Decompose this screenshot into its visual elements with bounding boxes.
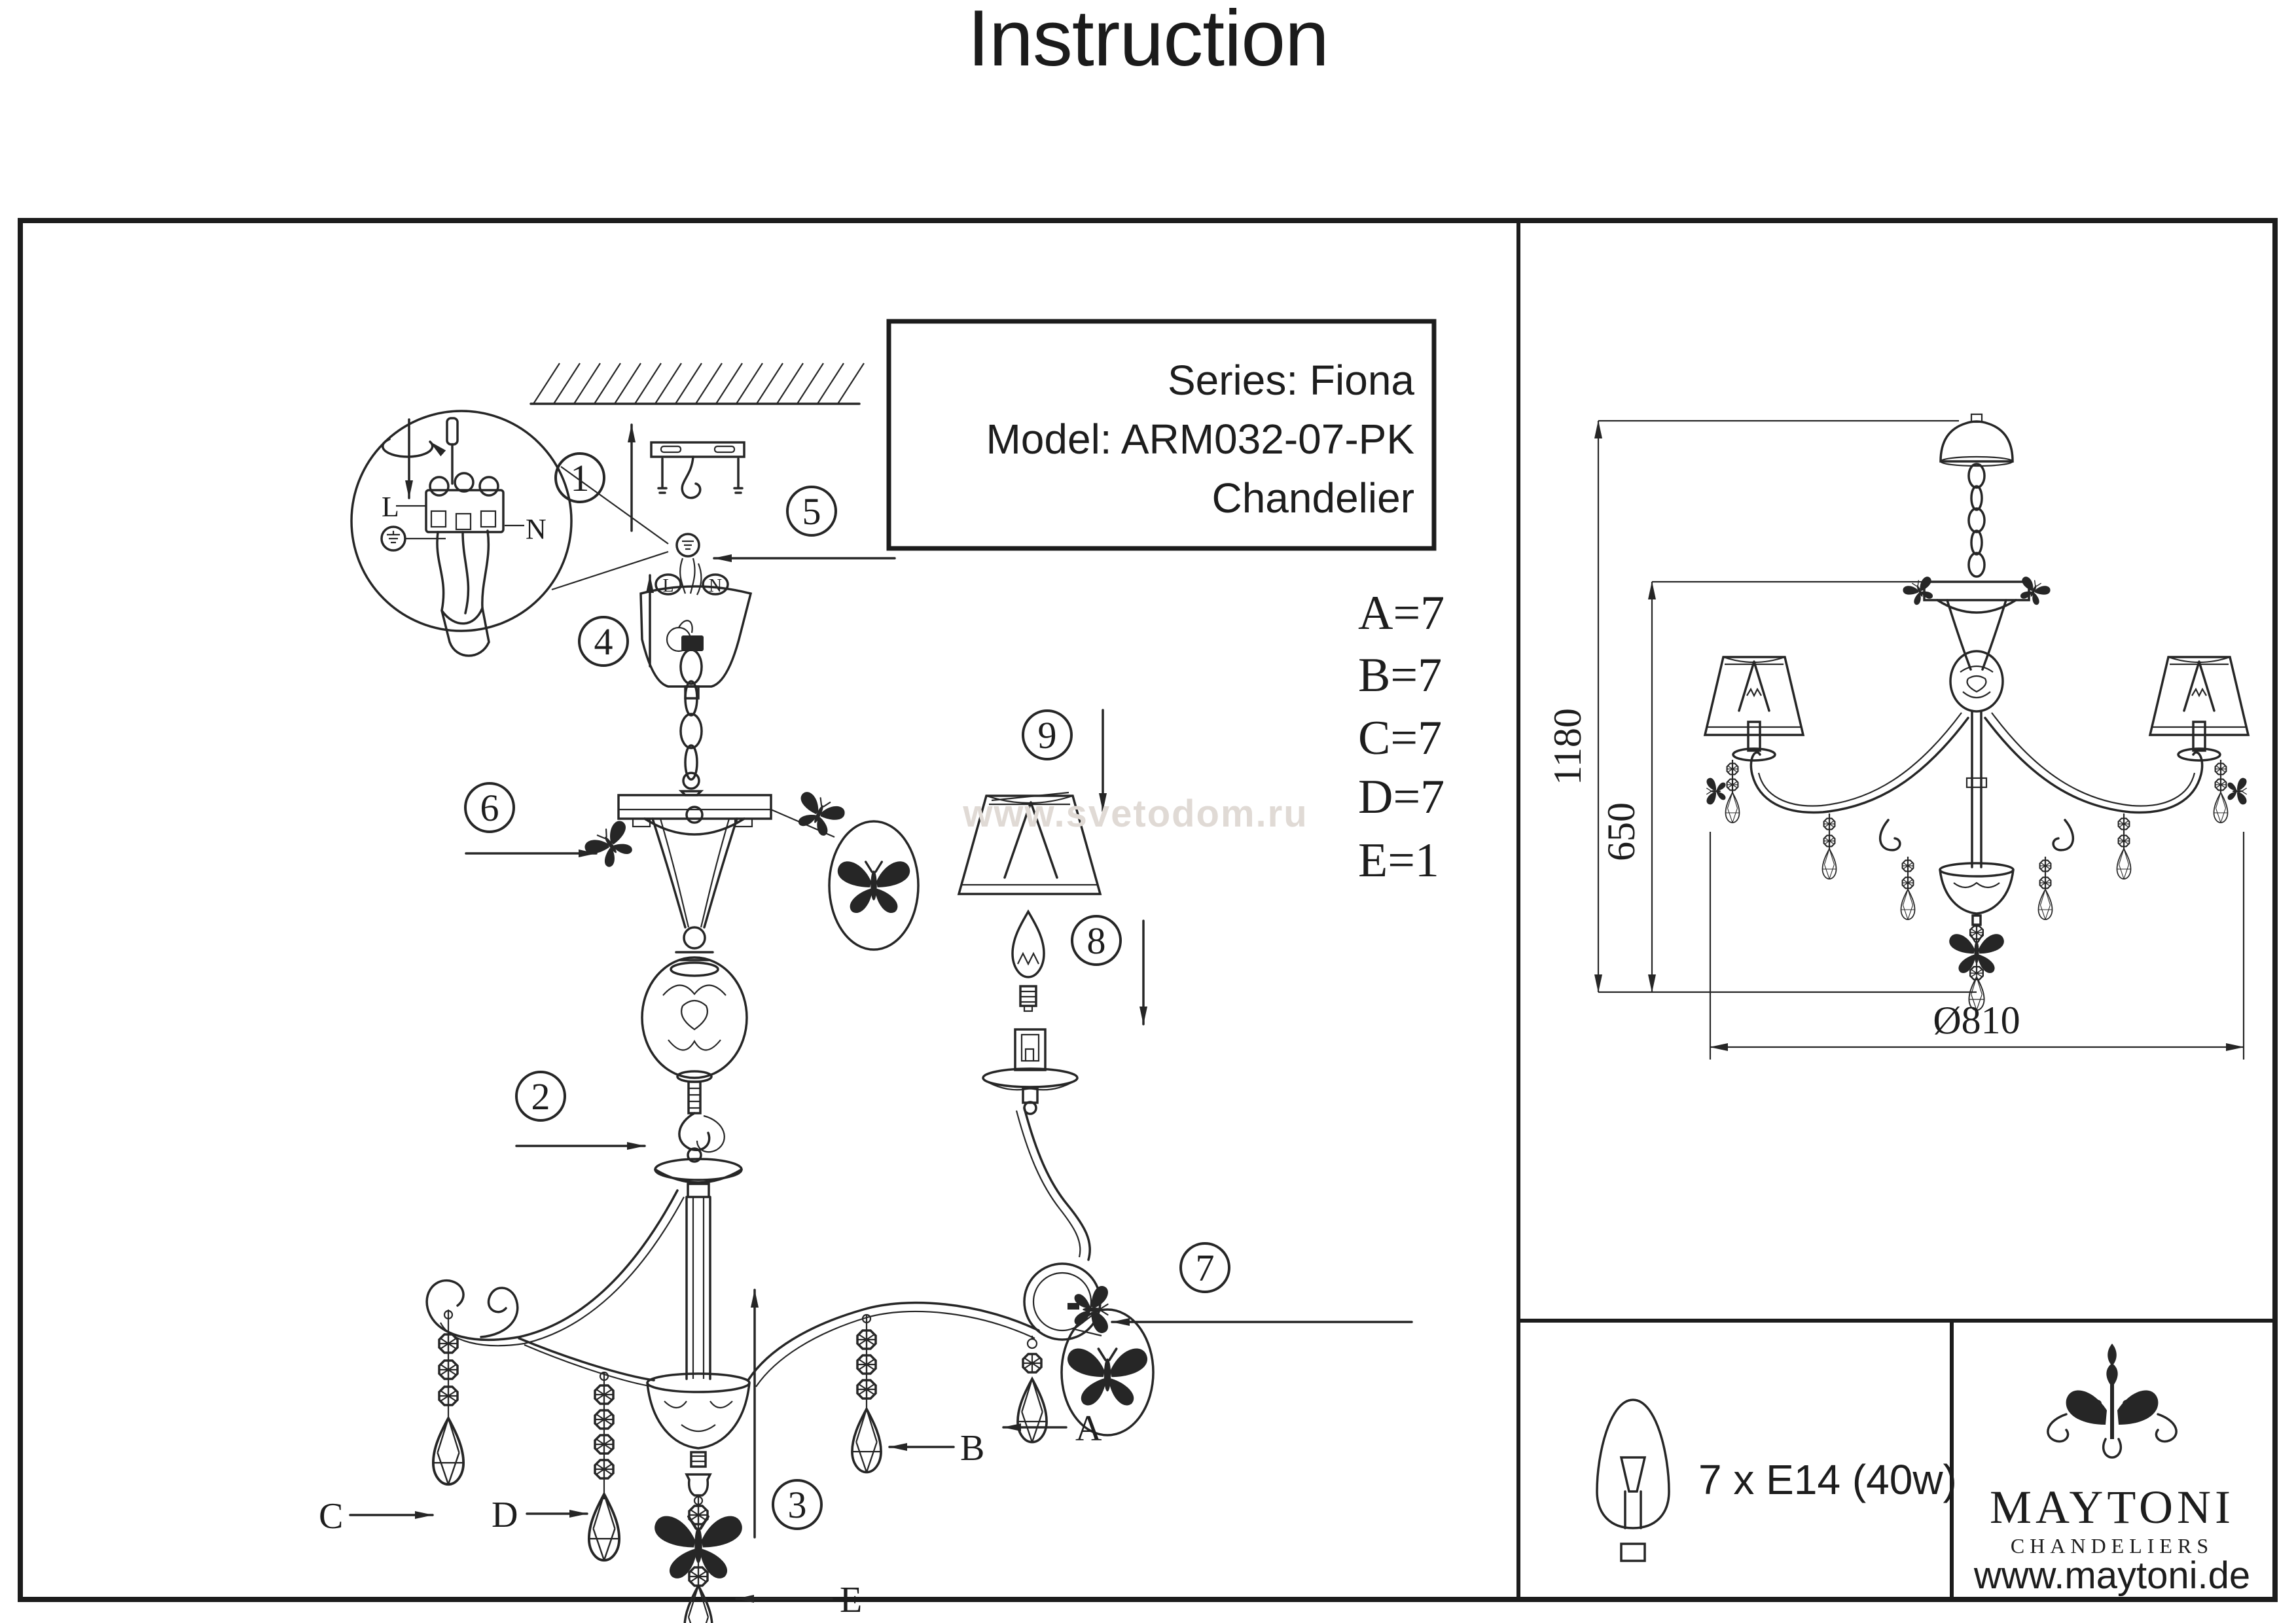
pendant-d (589, 1372, 619, 1560)
parts-count-c: C=7 (1358, 711, 1443, 765)
mounting-bracket (651, 442, 744, 498)
left-candle (1705, 657, 1803, 760)
parts-count-b: B=7 (1358, 649, 1443, 702)
wires (437, 531, 488, 613)
part-label-e (736, 1580, 862, 1620)
callout-1-number: 1 (570, 457, 590, 499)
part-label-d (492, 1495, 587, 1535)
info-model: Model: ARM032-07-PK (986, 416, 1414, 463)
dimension-lines (1546, 421, 2244, 1060)
brand-cell (1973, 1344, 2250, 1597)
center-body (642, 819, 747, 1162)
inner-scroll-right (2053, 820, 2073, 850)
center-column (647, 1159, 749, 1467)
screwdriver-icon (447, 418, 457, 484)
dim-body-height: 650 (1600, 802, 1643, 861)
canopy-label-neutral: N (708, 576, 723, 596)
butterfly-detail-bubble (829, 821, 918, 950)
callout-7-number: 7 (1195, 1247, 1215, 1289)
rotate-arrow-icon (383, 419, 433, 498)
inner-scroll-left (1880, 820, 1900, 850)
exploded-view (319, 321, 1444, 1623)
callout-9-number: 9 (1037, 714, 1057, 757)
label-live: L (382, 491, 399, 523)
callout-6-number: 6 (480, 787, 499, 829)
callout-2-number: 2 (531, 1075, 550, 1118)
brand-name: MAYTONI (1989, 1481, 2235, 1533)
diagram-canvas (23, 223, 2272, 1620)
watermark: www.svetodom.ru (963, 793, 1308, 835)
callout-1 (556, 425, 632, 531)
brand-tagline: CHANDELIERS (2010, 1534, 2214, 1558)
dim-total-height: 1180 (1546, 708, 1589, 785)
center-pendant (655, 1474, 742, 1623)
part-label-c-text: C (319, 1496, 344, 1537)
maytoni-ornament-icon (2048, 1344, 2176, 1457)
callout-6 (465, 783, 596, 853)
bulb-icon (1597, 1400, 1669, 1561)
pendant-a (1018, 1336, 1047, 1442)
callout-8-number: 8 (1086, 919, 1106, 962)
info-box (889, 321, 1434, 548)
info-type: Chandelier (1211, 474, 1414, 522)
label-neutral: N (526, 513, 547, 545)
callout-5-number: 5 (802, 490, 821, 533)
callout-3-number: 3 (787, 1484, 807, 1526)
dim-diameter: Ø810 (1933, 999, 2020, 1042)
socket-exploded (983, 1029, 1077, 1114)
part-label-c (319, 1496, 433, 1537)
part-label-e-text: E (840, 1580, 863, 1620)
callout-5 (714, 487, 895, 558)
pendant-b (852, 1315, 881, 1472)
frame-dividers (1518, 223, 2272, 1597)
brand-website: www.maytoni.de (1973, 1554, 2251, 1597)
bulb-spec-text: 7 x E14 (40w) (1698, 1456, 1957, 1503)
left-arm (427, 1190, 684, 1387)
main-frame (18, 218, 2278, 1620)
page-title: Instruction (967, 0, 1329, 82)
ceiling-hatch (531, 363, 864, 404)
info-series: Series: Fiona (1167, 357, 1414, 404)
part-label-b-text: B (960, 1428, 985, 1469)
right-arm (748, 1108, 1108, 1387)
dimension-view-pendants (1706, 760, 2246, 919)
candle-bulb-exploded (1013, 912, 1044, 1011)
part-label-d-text: D (492, 1495, 518, 1535)
terminal-block (426, 473, 503, 532)
part-label-a-text: A (1075, 1408, 1102, 1449)
canopy-label-live: L (662, 576, 674, 596)
parts-count-list (1358, 586, 1444, 887)
parts-count-d: D=7 (1358, 770, 1445, 824)
callout-4-number: 4 (594, 620, 613, 663)
wiring-detail-bubble (351, 411, 668, 656)
dimension-view (1546, 414, 2248, 1060)
earth-icon (382, 527, 446, 550)
callout-4 (579, 575, 650, 666)
callout-8 (1072, 916, 1143, 1024)
suspension-chain (681, 635, 704, 795)
top-plate (583, 790, 847, 873)
right-candle (2150, 657, 2248, 760)
parts-count-e: E=1 (1358, 834, 1439, 887)
callout-7 (1112, 1243, 1412, 1322)
callout-3 (755, 1290, 821, 1537)
callout-2 (516, 1072, 645, 1146)
parts-count-a: A=7 (1358, 586, 1445, 640)
part-label-b (889, 1428, 984, 1469)
bulb-spec-cell (1597, 1400, 1957, 1561)
